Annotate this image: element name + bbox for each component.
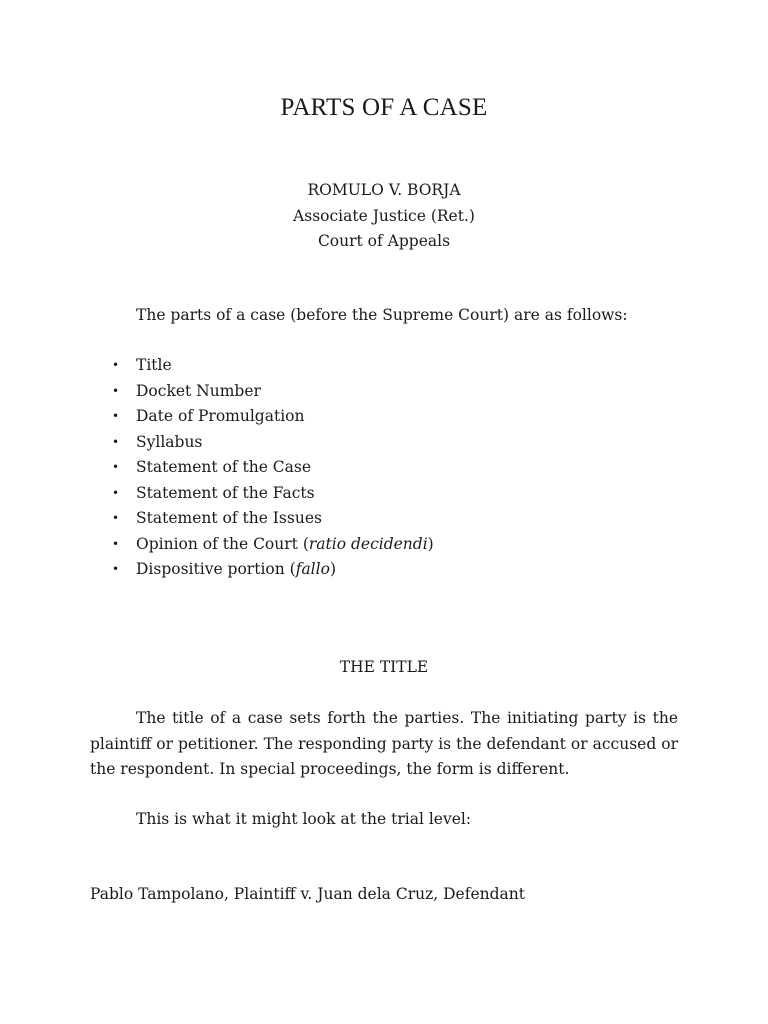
section-heading: THE TITLE [339, 658, 429, 676]
author-name: ROMULO V. BORJA [307, 181, 461, 199]
parts-list [112, 353, 434, 583]
trial-level-paragraph: This is what it might look at the trial level: [136, 810, 472, 828]
latin-term: ratio decidendi [308, 534, 428, 553]
list-item-label: Opinion of the Court [136, 534, 298, 553]
list-item-label: Statement of the Case [136, 458, 312, 476]
list-item [112, 481, 434, 507]
list-item-label: Statement of the Issues [136, 509, 322, 527]
list-item-label: Syllabus [136, 432, 203, 451]
author-block [0, 178, 768, 255]
bullet-icon: • [112, 434, 120, 449]
list-item-label: Dispositive portion [136, 560, 285, 578]
latin-term: fallo [295, 560, 330, 578]
list-item-label: Date of Promulgation [136, 407, 305, 425]
intro-paragraph: The parts of a case (before the Supreme Court) are as follows: [136, 306, 628, 324]
list-item: • Opinion of the Court (ratio decidendi) [112, 532, 434, 558]
list-item [112, 430, 434, 456]
example-case-caption: Pablo Tampolano, Plaintiff v. Juan dela Cruz, Defendant [90, 885, 525, 903]
list-item-label: Statement of the Facts [136, 483, 315, 502]
bullet-icon: • [112, 409, 120, 423]
bullet-icon: • [112, 511, 120, 525]
list-item [112, 506, 434, 532]
author-court: Court of Appeals [317, 232, 451, 250]
author-position: Associate Justice (Ret.) [293, 206, 475, 225]
list-item [112, 353, 434, 379]
list-item [112, 455, 434, 481]
list-item-label: Docket Number [136, 381, 261, 400]
bullet-icon: • [112, 485, 120, 500]
bullet-icon: • [112, 358, 120, 372]
list-item [112, 404, 434, 430]
list-item [112, 379, 434, 405]
list-item-label: Title [136, 356, 172, 374]
bullet-icon: • [112, 460, 120, 474]
document-title: PARTS OF A CASE [280, 94, 488, 121]
bullet-icon: • [112, 562, 120, 576]
bullet-icon: • [112, 383, 120, 398]
list-item: • Dispositive portion (fallo) [112, 557, 434, 583]
bullet-icon: • [112, 536, 120, 551]
title-paragraph: The title of a case sets forth the parties. The initiating party is the plaintiff or petitioner. The responding party is the defendant or accused or the respondent. In special proceedings, the form is different. [90, 709, 678, 778]
